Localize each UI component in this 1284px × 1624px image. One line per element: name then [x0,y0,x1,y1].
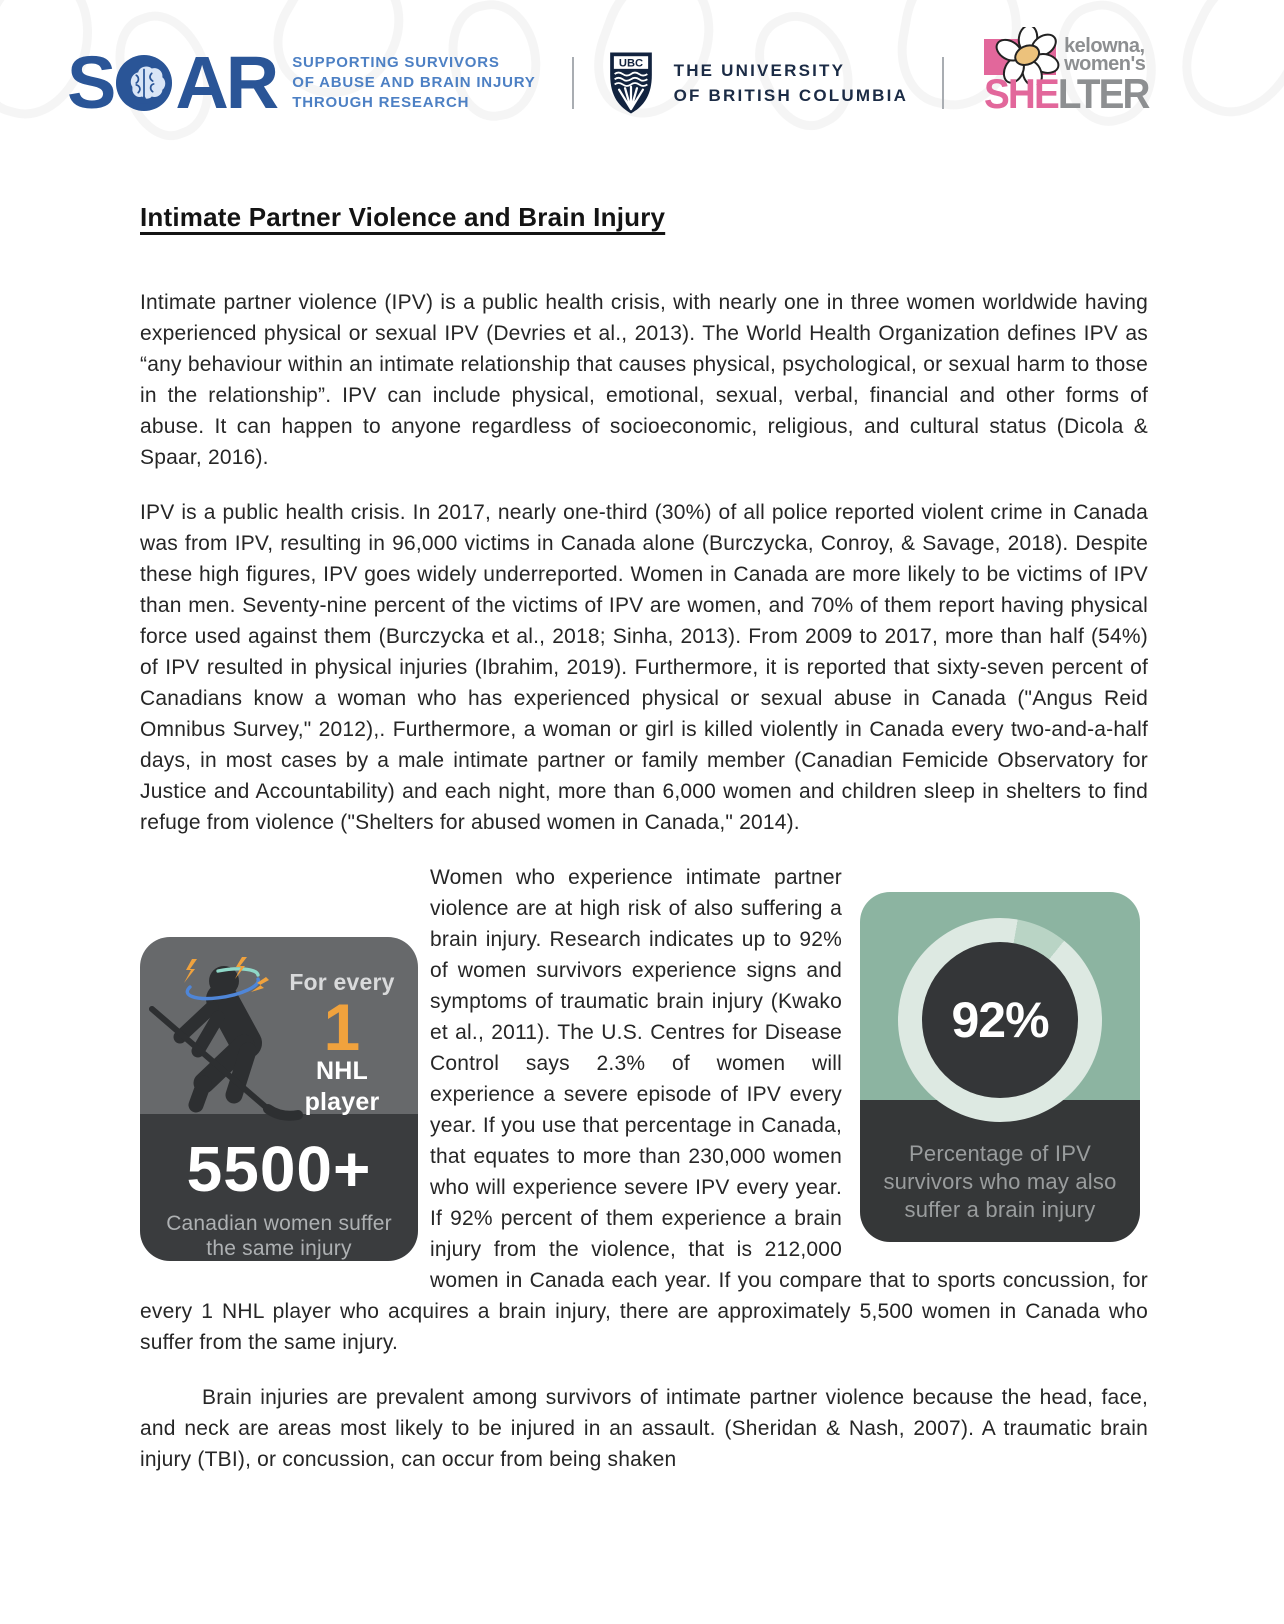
shelter-city-line: women's [1064,53,1146,75]
document-body [0,140,1284,1475]
ubc-logo [608,51,908,115]
divider [942,57,944,109]
paragraph-4: Brain injuries are prevalent among survivors of intimate partner violence because the head, face, and neck are areas most likely to be injured in an assault. (Sheridan & Nash, 2007). A traumatic brain injury (TBI), or concussion, can occur from being shaken [140,1386,1148,1471]
percent-value: 92% [951,991,1049,1048]
for-every-label: For every [289,969,395,995]
soar-logo [67,41,536,124]
nhl-infographic [140,937,418,1261]
donut-chart [898,918,1102,1122]
ubc-crest-icon [608,51,654,115]
soar-tagline [292,53,535,113]
ipv-caption-line: Percentage of IPV [909,1141,1091,1166]
paragraph-1: Intimate partner violence (IPV) is a public health crisis, with nearly one in three women worldwide having experienced physical or sexual IPV (Devries et al., 2013). The World Health Organization defines IPV as “any behaviour within an intimate relationship that causes physical, psychological, or sexual harm to those in the relationship”. IPV can include physical, emotional, sexual, verbal, financial and other forms of abuse. It can happen to anyone regardless of socioeconomic, religious, and cultural status (Dicola & Spaar, 2016). [140,291,1148,469]
svg-text:UBC: UBC [618,57,643,70]
stat-5500: 5500+ [186,1133,372,1205]
nhl-caption-line: Canadian women suffer [166,1212,392,1235]
ipv-92-infographic [860,892,1140,1242]
nhl-caption-line: the same injury [206,1237,352,1260]
ipv-caption-line: survivors who may also [883,1169,1117,1194]
paragraph-3 [140,862,1148,1358]
nhl-label-column [276,967,408,1118]
page-title: Intimate Partner Violence and Brain Injury [140,202,666,232]
ipv-caption [860,1140,1140,1224]
soar-letter-s: S [67,41,114,124]
ipv-caption-line: suffer a brain injury [904,1197,1096,1222]
soar-tagline-line: OF ABUSE AND BRAIN INJURY [292,74,536,91]
brain-icon [115,54,173,112]
number-one: 1 [323,990,361,1064]
soar-letter-ar: AR [175,41,277,124]
ubc-name-line: THE UNIVERSITY [673,61,846,80]
donut-hole [922,942,1078,1098]
nhl-player-label: NHL player [304,1057,380,1116]
soar-tagline-line: THROUGH RESEARCH [292,94,470,111]
paragraph-3-text: Women who experience intimate partner violence are at high risk of also suffering a brain injury. Research indicates up to 92% of women survivors experience signs and symptoms of traumatic brain injury (Kwako et al., 2011). The U.S. Centres for Disease Control says 2.3% of women will experience a severe episode of IPV every year. If you use that percentage in Canada, that equates to more than 230,000 women who will experience severe IPV every year. If 92% percent of them experience a brain injury from the violence, that is 212,000 women in Canada each year. If you compare that to sports concussion, for every 1 NHL player who acquires a brain injury, there are approximately 5,500 women in Canada who suffer from the same injury. [140,866,1148,1354]
shelter-word-gray: LTER [1057,70,1149,117]
shelter-word-pink: SHE [984,70,1058,117]
shelter-city-name [1064,37,1145,73]
shelter-city-line: kelowna, [1064,35,1145,57]
shelter-wordmark [984,70,1149,117]
soar-wordmark [67,41,277,124]
soar-tagline-line: SUPPORTING SURVIVORS [292,54,500,71]
nhl-caption [140,1211,418,1261]
header-logos [0,0,1284,140]
divider [572,57,574,109]
kelowna-womens-shelter-logo [984,35,1189,131]
ubc-name-line: OF BRITISH COLUMBIA [673,86,909,105]
paragraph-2: IPV is a public health crisis. In 2017, nearly one-third (30%) of all police reported violent crime in Canada was from IPV, resulting in 96,000 victims in Canada alone (Burczycka, Conroy, & Savage, 2018). Despite these high figures, IPV goes widely underreported. Women in Canada are more likely to be victims of IPV than men. Seventy-nine percent of the victims of IPV are women, and 70% of them report having physical force used against them (Burczycka et al., 2018; Sinha, 2013). From 2009 to 2017, more than half (54%) of IPV resulted in physical injuries (Ibrahim, 2019). Furthermore, it is reported that sixty-seven percent of Canadians know a woman who has experienced physical or sexual abuse in Canada ("Angus Reid Omnibus Survey," 2012),. Furthermore, a woman or girl is killed violently in Canada every two-and-a-half days, in most cases by a male intimate partner or family member (Canadian Femicide Observatory for Justice and Accountability) and each night, more than 6,000 women and children sleep in shelters to find refuge from violence ("Shelters for abused women in Canada," 2014). [140,501,1148,834]
ubc-name [674,58,908,108]
